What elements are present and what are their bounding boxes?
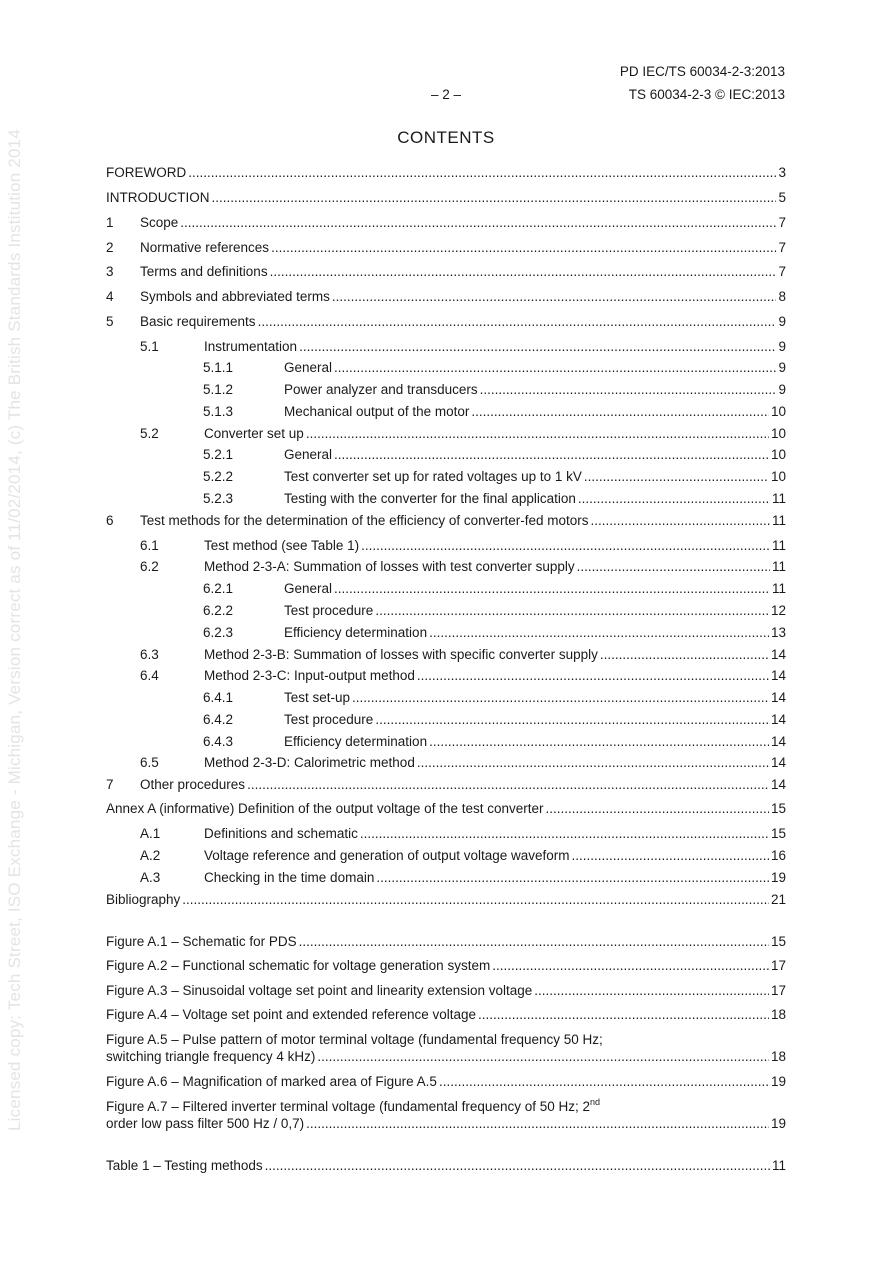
entry-number: 5.2.2 [203, 469, 234, 484]
entry-number: 5.1.3 [203, 404, 234, 419]
entry-page-number: 11 [771, 559, 786, 574]
entry-page-number: 15 [770, 826, 786, 841]
dot-leader [271, 240, 776, 256]
entry-title: Instrumentation [204, 339, 298, 354]
entry-page-number: 10 [770, 426, 786, 441]
figure-entry[interactable] [106, 1007, 786, 1023]
entry-page-number: 9 [778, 339, 786, 354]
figure-entry[interactable] [106, 1049, 786, 1065]
dot-leader [492, 958, 769, 974]
entry-page-number: 7 [778, 264, 786, 279]
entry-title: Efficiency determination [284, 625, 428, 640]
entry-number: A.2 [140, 848, 161, 863]
entry-number: 3 [106, 264, 114, 279]
dot-leader [180, 215, 776, 231]
dot-leader [590, 513, 770, 529]
entry-page-number: 11 [771, 513, 786, 528]
entry-title-line1: Figure A.5 – Pulse pattern of motor terminal voltage (fundamental frequency 50 Hz; [106, 1032, 603, 1047]
entry-page-number: 19 [770, 1074, 786, 1089]
entry-page-number: 3 [778, 165, 786, 180]
dot-leader [306, 1116, 769, 1132]
toc-entry[interactable] [203, 491, 786, 507]
toc-entry[interactable] [203, 603, 786, 619]
entry-number: 6.5 [140, 755, 159, 770]
dot-leader [334, 360, 776, 376]
entry-page-number: 13 [770, 625, 786, 640]
toc-entry[interactable] [203, 404, 786, 420]
toc-entry[interactable] [106, 892, 786, 908]
table-entry[interactable] [106, 1158, 786, 1174]
dot-leader [247, 777, 769, 793]
entry-title: Converter set up [204, 426, 304, 441]
toc-entry[interactable] [106, 513, 786, 529]
entry-page-number: 21 [770, 892, 786, 907]
entry-title: Voltage reference and generation of output voltage waveform [204, 848, 570, 863]
toc-entry[interactable] [140, 339, 786, 355]
entry-title: order low pass filter 500 Hz / 0,7) [106, 1116, 305, 1131]
entry-number: 5.2.3 [203, 491, 234, 506]
toc-entry[interactable] [106, 289, 786, 305]
toc-entry[interactable] [140, 538, 786, 554]
entry-title: Basic requirements [140, 314, 256, 329]
entry-page-number: 12 [770, 603, 786, 618]
entry-title: Test methods for the determination of the efficiency of converter-fed motors [140, 513, 589, 528]
entry-page-number: 10 [770, 469, 786, 484]
toc-entry[interactable] [106, 240, 786, 256]
entry-title: Figure A.4 – Voltage set point and extended reference voltage [106, 1007, 477, 1022]
dot-leader [376, 870, 769, 886]
entry-title: Method 2-3-C: Input-output method [204, 668, 415, 683]
dot-leader [212, 190, 777, 206]
entry-number: 6.4.2 [203, 712, 234, 727]
entry-number: 6.4 [140, 668, 159, 683]
dot-leader [572, 848, 769, 864]
toc-entry[interactable] [140, 559, 786, 575]
entry-number: 6.2.3 [203, 625, 234, 640]
page-number: – 2 – [430, 87, 462, 102]
entry-page-number: 9 [778, 382, 786, 397]
toc-entry[interactable] [140, 826, 786, 842]
dot-leader [480, 382, 777, 398]
entry-number: A.3 [140, 870, 161, 885]
entry-number: 7 [106, 777, 114, 792]
entry-number: 6.4.1 [203, 690, 234, 705]
toc-entry[interactable] [140, 755, 786, 771]
entry-title: Test method (see Table 1) [204, 538, 360, 553]
dot-leader [439, 1074, 769, 1090]
entry-title-line1: Figure A.7 – Filtered inverter terminal voltage (fundamental frequency of 50 Hz; 2 [106, 1099, 590, 1114]
entry-title: Test procedure [284, 603, 374, 618]
entry-page-number: 14 [770, 712, 786, 727]
dot-leader [317, 1049, 769, 1065]
toc-entry[interactable] [140, 426, 786, 442]
figure-entry[interactable] [106, 934, 786, 950]
entry-number: 2 [106, 240, 114, 255]
entry-page-number: 19 [770, 1116, 786, 1131]
dot-leader [578, 491, 770, 507]
entry-title: Efficiency determination [284, 734, 428, 749]
toc-entry[interactable] [203, 734, 786, 750]
entry-page-number: 10 [770, 447, 786, 462]
entry-title: Method 2-3-B: Summation of losses with specific converter supply [204, 647, 598, 662]
dot-leader [332, 289, 777, 305]
superscript: nd [590, 1097, 601, 1107]
toc-entry[interactable] [106, 190, 786, 206]
toc-entry[interactable] [203, 690, 786, 706]
entry-number: 5.1.2 [203, 382, 234, 397]
entry-number: 6.1 [140, 538, 159, 553]
entry-page-number: 9 [778, 360, 786, 375]
entry-page-number: 15 [770, 934, 786, 949]
entry-title: INTRODUCTION [106, 190, 210, 205]
entry-page-number: 8 [778, 289, 786, 304]
dot-leader [361, 538, 770, 554]
figure-entry[interactable] [106, 983, 786, 999]
entry-page-number: 14 [770, 668, 786, 683]
dot-leader [478, 1007, 769, 1023]
entry-title: Method 2-3-D: Calorimetric method [204, 755, 415, 770]
toc-entry[interactable] [203, 447, 786, 463]
entry-number: A.1 [140, 826, 161, 841]
dot-leader [584, 469, 769, 485]
entry-page-number: 11 [771, 491, 786, 506]
entry-number: 1 [106, 215, 114, 230]
entry-title: Checking in the time domain [204, 870, 375, 885]
entry-number: 6 [106, 513, 114, 528]
entry-page-number: 18 [770, 1049, 786, 1064]
entry-page-number: 7 [778, 240, 786, 255]
entry-page-number: 17 [770, 983, 786, 998]
entry-page-number: 16 [770, 848, 786, 863]
dot-leader [306, 426, 769, 442]
entry-title: switching triangle frequency 4 kHz) [106, 1049, 316, 1064]
dot-leader [417, 755, 769, 771]
entry-page-number: 11 [771, 538, 786, 553]
toc-entry[interactable] [203, 712, 786, 728]
entry-page-number: 14 [770, 690, 786, 705]
entry-page-number: 11 [771, 581, 786, 596]
entry-page-number: 14 [770, 647, 786, 662]
toc-entry[interactable] [106, 801, 786, 817]
entry-title: Annex A (informative) Definition of the output voltage of the test converter [106, 801, 544, 816]
document-id: PD IEC/TS 60034-2-3:2013 [619, 64, 785, 79]
toc-entry[interactable] [106, 314, 786, 330]
entry-title: Bibliography [106, 892, 181, 907]
dot-leader [417, 668, 769, 684]
entry-title: Figure A.2 – Functional schematic for voltage generation system [106, 958, 491, 973]
toc-entry[interactable] [106, 215, 786, 231]
entry-title: Method 2-3-A: Summation of losses with test converter supply [204, 559, 575, 574]
toc-entry[interactable] [140, 848, 786, 864]
entry-number: 6.4.3 [203, 734, 234, 749]
entry-title: Scope [140, 215, 179, 230]
entry-page-number: 14 [770, 755, 786, 770]
dot-leader [334, 447, 769, 463]
toc-entry[interactable] [106, 777, 786, 793]
figure-entry[interactable] [106, 1116, 786, 1132]
figure-entry[interactable] [106, 958, 786, 974]
dot-leader [352, 690, 769, 706]
entry-number: 6.2 [140, 559, 159, 574]
entry-number: 6.2.2 [203, 603, 234, 618]
dot-leader [258, 314, 777, 330]
entry-page-number: 19 [770, 870, 786, 885]
entry-page-number: 18 [770, 1007, 786, 1022]
toc-entry[interactable] [140, 870, 786, 886]
dot-leader [600, 647, 769, 663]
toc-entry[interactable] [203, 581, 786, 597]
entry-title: Test procedure [284, 712, 374, 727]
dot-leader [270, 264, 777, 280]
dot-leader [471, 404, 769, 420]
entry-title: Test set-up [284, 690, 351, 705]
dot-leader [334, 581, 770, 597]
entry-title: Testing with the converter for the final application [284, 491, 576, 506]
watermark-text: Licensed copy: Tech Street, ISO Exchange - Michigan, Version correct as of 11/02/2014, (c) The British Standards Institution 2014 [5, 129, 25, 1131]
dot-leader [577, 559, 770, 575]
entry-page-number: 14 [770, 777, 786, 792]
entry-title: Figure A.3 – Sinusoidal voltage set point and linearity extension voltage [106, 983, 533, 998]
entry-page-number: 10 [770, 404, 786, 419]
dot-leader [429, 625, 769, 641]
toc-entry[interactable] [203, 469, 786, 485]
entry-page-number: 11 [771, 1158, 786, 1173]
entry-number: 4 [106, 289, 114, 304]
entry-title: Symbols and abbreviated terms [140, 289, 330, 304]
dot-leader [182, 892, 769, 908]
toc-entry[interactable] [106, 165, 786, 181]
licensed-copy-watermark [2, 70, 28, 1190]
entry-title: Mechanical output of the motor [284, 404, 470, 419]
entry-title: Figure A.1 – Schematic for PDS [106, 934, 297, 949]
dot-leader [546, 801, 769, 817]
entry-number: 5.2.1 [203, 447, 234, 462]
entry-title: Other procedures [140, 777, 246, 792]
dot-leader [375, 603, 769, 619]
entry-number: 5 [106, 314, 114, 329]
figure-entry-line1 [106, 1032, 786, 1048]
entry-number: 6.3 [140, 647, 159, 662]
dot-leader [360, 826, 769, 842]
dot-leader [265, 1158, 770, 1174]
entry-page-number: 14 [770, 734, 786, 749]
entry-title: Definitions and schematic [204, 826, 358, 841]
toc-entry[interactable] [140, 668, 786, 684]
entry-title: Normative references [140, 240, 270, 255]
dot-leader [299, 339, 776, 355]
dot-leader [429, 734, 769, 750]
page-title: CONTENTS [397, 128, 495, 147]
entry-page-number: 5 [778, 190, 786, 205]
dot-leader [375, 712, 769, 728]
dot-leader [188, 165, 776, 181]
entry-page-number: 7 [778, 215, 786, 230]
entry-title: Figure A.6 – Magnification of marked area of Figure A.5 [106, 1074, 437, 1089]
dot-leader [534, 983, 769, 999]
figure-entry[interactable] [106, 1074, 786, 1090]
entry-number: 5.1.1 [203, 360, 234, 375]
entry-title: FOREWORD [106, 165, 187, 180]
entry-title: General [284, 360, 333, 375]
entry-title: Power analyzer and transducers [284, 382, 478, 397]
toc-entry[interactable] [203, 360, 786, 376]
entry-page-number: 15 [770, 801, 786, 816]
entry-title: Table 1 – Testing methods [106, 1158, 263, 1173]
toc-entry[interactable] [140, 647, 786, 663]
dot-leader [299, 934, 769, 950]
toc-entry[interactable] [203, 382, 786, 398]
entry-page-number: 9 [778, 314, 786, 329]
entry-title: General [284, 581, 333, 596]
toc-entry[interactable] [203, 625, 786, 641]
entry-number: 6.2.1 [203, 581, 234, 596]
toc-entry[interactable] [106, 264, 786, 280]
entry-page-number: 17 [770, 958, 786, 973]
entry-title: Terms and definitions [140, 264, 268, 279]
entry-title: Test converter set up for rated voltages up to 1 kV [284, 469, 582, 484]
entry-title: General [284, 447, 333, 462]
entry-number: 5.2 [140, 426, 159, 441]
entry-number: 5.1 [140, 339, 159, 354]
copyright-line: TS 60034-2-3 © IEC:2013 [628, 87, 785, 102]
figure-entry-line1 [106, 1099, 786, 1115]
